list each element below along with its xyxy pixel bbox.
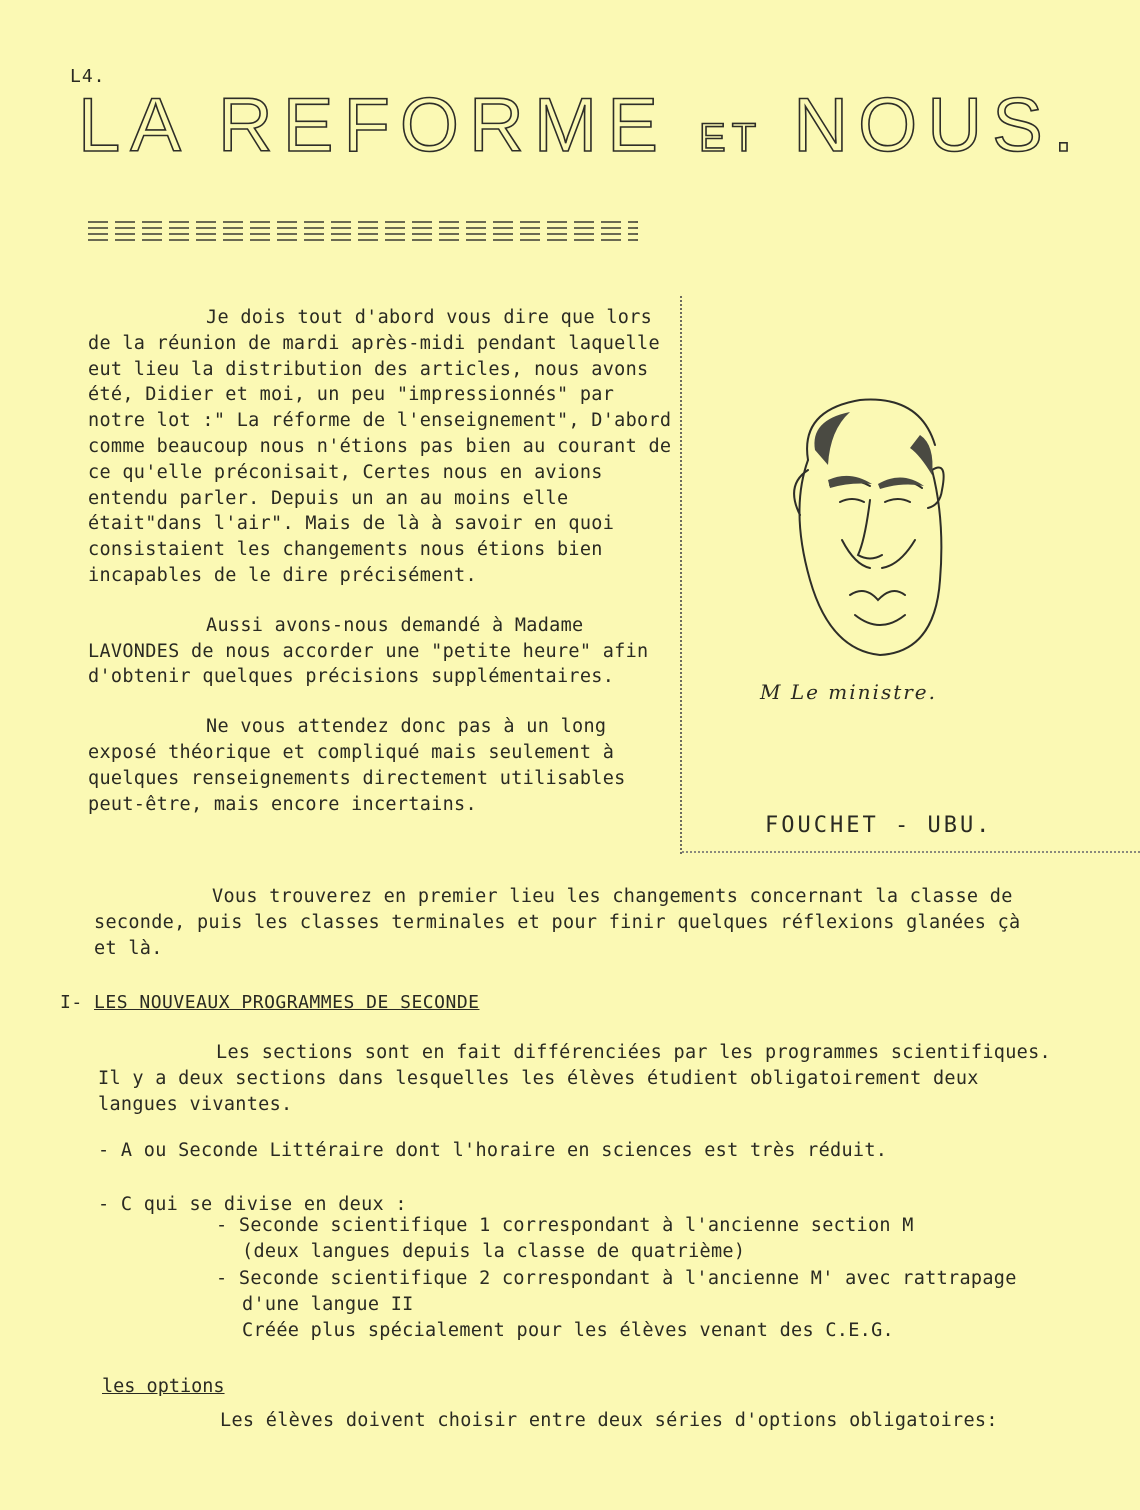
section-1-heading <box>60 992 480 1013</box>
sub-item-2-line-1: - Seconde scientifique 2 correspondant à l'ancienne M' avec rattrapage <box>216 1268 1017 1289</box>
decorative-rule <box>88 216 638 242</box>
sub-item-1-line-1: - Seconde scientifique 1 correspondant à l'ancienne section M <box>216 1215 914 1236</box>
bullet-section-c: - C qui se divise en deux : <box>98 1194 407 1215</box>
page-number: L4. <box>70 66 106 87</box>
intro-paragraph-1: Je dois tout d'abord vous dire que lors de la réunion de mardi après-midi pendant laquelle eut lieu la distribution des articles, nous avons été, Didier et moi, un peu "impressionnés" par notre lot :" La réforme de l'enseignement", D'abord comme beaucoup nous n'étions pas bien au courant de ce qu'elle préconisait, Certes nous en avions entendu parler. Depuis un an au moins elle était"dans l'air". Mais de là à savoir en quoi consistaient les changements nous étions bien incapables de le dire précisément. <box>88 307 672 586</box>
title-end: NOUS. <box>793 83 1084 168</box>
intro-column <box>88 305 678 841</box>
column-divider <box>680 296 682 854</box>
options-heading: les options <box>102 1376 225 1397</box>
sub-item-1-line-2: (deux langues depuis la classe de quatrième) <box>242 1240 746 1262</box>
sub-item-1 <box>216 1213 1096 1265</box>
illustration-box-bottom <box>682 851 1140 853</box>
title-main: LA REFORME <box>78 83 668 168</box>
sub-item-2-line-3: Créée plus spécialement pour les élèves venant des C.E.G. <box>242 1319 894 1341</box>
sub-item-2-line-2: d'une langue II <box>242 1293 414 1315</box>
bullet-section-a: - A ou Seconde Littéraire dont l'horaire en sciences est très réduit. <box>98 1140 888 1161</box>
section-1-paragraph: Les sections sont en fait différenciées par les programmes scientifiques. Il y a deux sections dans lesquelles les élèves étudient obligatoirement deux langues vivantes. <box>98 1042 1051 1115</box>
illustration-printed-caption: FOUCHET - UBU. <box>765 813 993 838</box>
sub-item-2 <box>216 1266 1096 1343</box>
intro-paragraph-2: Aussi avons-nous demandé à Madame LAVONDES de nous accorder une "petite heure" afin d'obtenir quelques précisions supplémentaires. <box>88 614 649 688</box>
illustration-handwritten-caption: M Le ministre. <box>760 680 938 704</box>
page-title <box>78 82 1084 169</box>
section-1-title: LES NOUVEAUX PROGRAMMES DE SECONDE <box>94 992 480 1013</box>
title-small: ET <box>699 116 763 160</box>
caricature-illustration <box>770 390 970 670</box>
section-1-number: I- <box>60 992 83 1013</box>
options-paragraph: Les élèves doivent choisir entre deux séries d'options obligatoires: <box>220 1410 998 1431</box>
intro-paragraph-3: Ne vous attendez donc pas à un long exposé théorique et compliqué mais seulement à quelques renseignements directement utilisables peut-être, mais encore incertains. <box>88 716 626 815</box>
paragraph-4: Vous trouverez en premier lieu les changements concernant la classe de seconde, puis les classes terminales et pour finir quelques réflexions glanées çà et là. <box>94 886 1021 959</box>
